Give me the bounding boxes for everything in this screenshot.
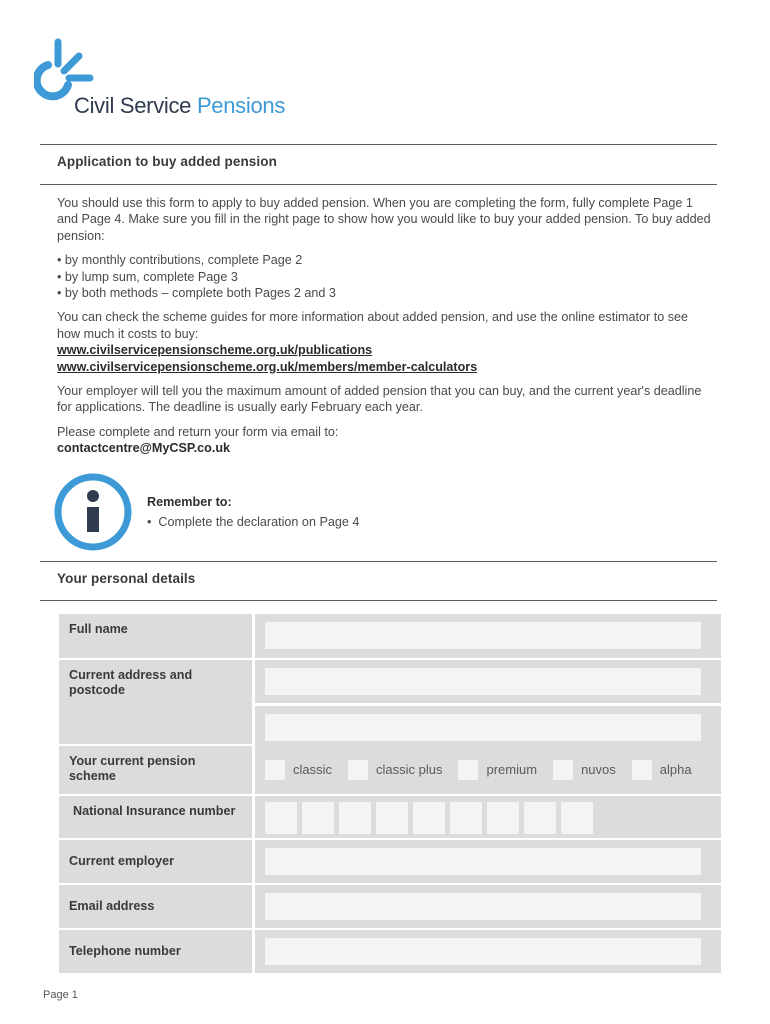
email-label: Email address — [59, 885, 252, 928]
ni-number-row — [59, 796, 721, 840]
email-field[interactable] — [265, 893, 701, 920]
address-label: Current address and postcode — [59, 660, 252, 744]
classic-plus-checkbox[interactable] — [348, 760, 368, 780]
divider — [40, 144, 717, 145]
brand-civil-service: Civil Service — [74, 93, 192, 118]
divider — [40, 561, 717, 562]
ni-number-label: National Insurance number — [59, 796, 252, 838]
csp-logo — [34, 38, 294, 128]
premium-checkbox[interactable] — [458, 760, 478, 780]
employer-label: Current employer — [59, 840, 252, 883]
full-name-field[interactable] — [265, 622, 701, 649]
list-item: • by monthly contributions, complete Page 2 — [57, 252, 712, 268]
ni-char-box[interactable] — [561, 802, 593, 834]
ni-char-box[interactable] — [376, 802, 408, 834]
remember-note — [147, 492, 359, 532]
ni-char-box[interactable] — [302, 802, 334, 834]
intro-paragraph-1: You should use this form to apply to buy added pension. When you are completing the form, fully complete Page 1 and Page 4. Make sure you fill in the right page to show how you would like to buy your added pension. To buy added pension: — [57, 196, 711, 243]
employer-row — [59, 840, 721, 885]
divider — [40, 184, 717, 185]
ni-char-box[interactable] — [413, 802, 445, 834]
intro-paragraph-3: Your employer will tell you the maximum amount of added pension that you can buy, and the current year's deadline for applications. The deadline is usually early February each year. — [57, 384, 702, 415]
classic-checkbox[interactable] — [265, 760, 285, 780]
address-line-2-field[interactable] — [265, 714, 701, 741]
ni-char-box[interactable] — [524, 802, 556, 834]
alpha-checkbox[interactable] — [632, 760, 652, 780]
remember-item: • Complete the declaration on Page 4 — [147, 512, 359, 532]
address-row — [59, 660, 721, 746]
personal-details-form — [59, 614, 721, 975]
pension-scheme-row — [59, 746, 721, 796]
pension-scheme-options — [265, 754, 701, 781]
classic-plus-option-label: classic plus — [376, 762, 443, 777]
list-item: • by both methods – complete both Pages 2 and 3 — [57, 285, 712, 301]
alpha-option-label: alpha — [659, 762, 692, 777]
ni-char-box[interactable] — [265, 802, 297, 834]
ni-char-box[interactable] — [339, 802, 371, 834]
page-title: Application to buy added pension — [57, 154, 277, 169]
nuvos-option-label: nuvos — [581, 762, 616, 777]
publications-link[interactable]: www.civilservicepensionscheme.org.uk/publications — [57, 343, 373, 358]
telephone-row — [59, 930, 721, 975]
telephone-field[interactable] — [265, 938, 701, 965]
ni-char-box[interactable] — [450, 802, 482, 834]
ni-char-box[interactable] — [487, 802, 519, 834]
brand-pensions: Pensions — [196, 93, 286, 118]
full-name-row — [59, 614, 721, 660]
calculators-link[interactable]: www.civilservicepensionscheme.org.uk/members/member-calculators — [57, 359, 478, 374]
remember-title: Remember to: — [147, 495, 232, 509]
page-number: Page 1 — [43, 989, 78, 1001]
list-item: • by lump sum, complete Page 3 — [57, 269, 712, 285]
address-line-1-field[interactable] — [265, 668, 701, 695]
method-list — [57, 252, 712, 301]
pension-scheme-label: Your current pension scheme — [59, 746, 252, 794]
email-row — [59, 885, 721, 930]
brand-name — [74, 93, 285, 119]
intro-text — [57, 195, 712, 465]
full-name-label: Full name — [59, 614, 252, 658]
nuvos-checkbox[interactable] — [553, 760, 573, 780]
contact-email[interactable]: contactcentre@MyCSP.co.uk — [57, 441, 231, 456]
divider — [40, 600, 717, 601]
classic-option-label: classic — [293, 762, 333, 777]
personal-details-title: Your personal details — [57, 571, 196, 586]
telephone-label: Telephone number — [59, 930, 252, 973]
info-icon — [53, 472, 133, 552]
ni-number-boxes — [265, 802, 701, 834]
intro-paragraph-4: Please complete and return your form via email to: contactcentre@MyCSP.co.uk — [57, 424, 339, 456]
premium-option-label: premium — [486, 762, 538, 777]
intro-paragraph-2: You can check the scheme guides for more information about added pension, and use the online estimator to see how much it costs to buy: www.civilservicepensionscheme.org.uk/publications www.civilservicepensionscheme.org.uk/members/member-calculators — [57, 309, 712, 375]
employer-field[interactable] — [265, 848, 701, 875]
